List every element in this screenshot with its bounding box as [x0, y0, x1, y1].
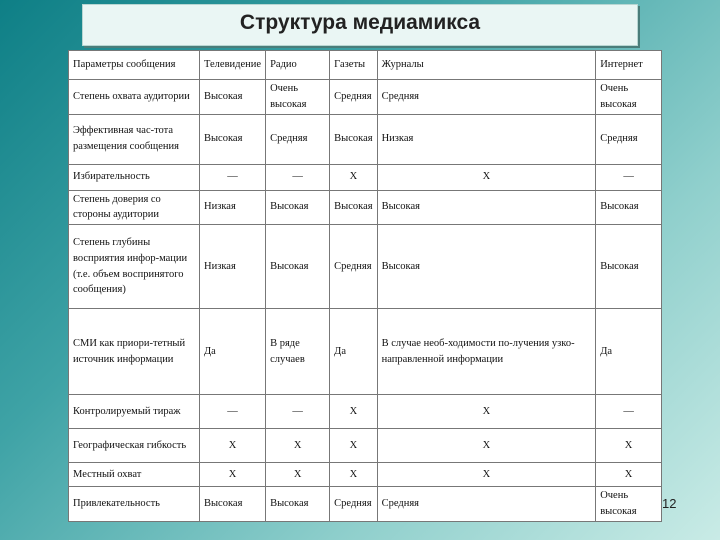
table-cell: X [330, 164, 377, 190]
table-cell: Да [200, 309, 266, 395]
table-row [69, 114, 662, 164]
row-param: Привлекательность [69, 487, 200, 522]
table-cell: Да [596, 309, 662, 395]
table-cell: Высокая [200, 80, 266, 115]
table-cell: Высокая [377, 225, 596, 309]
table-cell: Высокая [330, 190, 377, 225]
table-cell: X [330, 429, 377, 463]
table-cell: — [266, 164, 330, 190]
table-cell: X [266, 463, 330, 487]
slide-number: 12 [662, 496, 677, 511]
table-cell: Высокая [200, 487, 266, 522]
table-cell: Средняя [377, 487, 596, 522]
table-row [69, 463, 662, 487]
table-cell: Высокая [200, 114, 266, 164]
table-cell: X [200, 429, 266, 463]
column-header: Журналы [377, 51, 596, 80]
column-header: Интернет [596, 51, 662, 80]
table-cell: Очень высокая [596, 80, 662, 115]
table-cell: Очень высокая [596, 487, 662, 522]
row-param: Географическая гибкость [69, 429, 200, 463]
table-cell: Средняя [266, 114, 330, 164]
table-cell: Высокая [266, 190, 330, 225]
row-param: СМИ как приори-тетный источник информации [69, 309, 200, 395]
table-cell: Средняя [330, 487, 377, 522]
table-cell: — [200, 395, 266, 429]
table-cell: X [330, 395, 377, 429]
row-param: Степень глубины восприятия инфор-мации (т.е. объем воспринятого сообщения) [69, 225, 200, 309]
table-cell: — [596, 164, 662, 190]
row-param: Степень доверия со стороны аудитории [69, 190, 200, 225]
table-cell: X [330, 463, 377, 487]
column-header: Газеты [330, 51, 377, 80]
table-row [69, 395, 662, 429]
table-row [69, 190, 662, 225]
table-cell: Высокая [330, 114, 377, 164]
table-row [69, 309, 662, 395]
title-box [82, 4, 638, 46]
table-cell: В случае необ-ходимости по-лучения узко-направленной информации [377, 309, 596, 395]
table-cell: — [200, 164, 266, 190]
table-cell: Средняя [330, 80, 377, 115]
table-cell: Высокая [596, 190, 662, 225]
table-cell: X [200, 463, 266, 487]
table-row [69, 429, 662, 463]
table-cell: X [596, 463, 662, 487]
table-row [69, 80, 662, 115]
table-header-row [69, 51, 662, 80]
table-cell: Низкая [200, 190, 266, 225]
table-cell: X [377, 164, 596, 190]
table-cell: Да [330, 309, 377, 395]
table-cell: X [377, 463, 596, 487]
row-param: Эффективная час-тота размещения сообщения [69, 114, 200, 164]
table-cell: Высокая [596, 225, 662, 309]
table-row [69, 487, 662, 522]
table-cell: X [377, 429, 596, 463]
column-header: Радио [266, 51, 330, 80]
table-cell: Высокая [377, 190, 596, 225]
table-cell: X [596, 429, 662, 463]
row-param: Местный охват [69, 463, 200, 487]
table-cell: Низкая [200, 225, 266, 309]
table-cell: Средняя [596, 114, 662, 164]
table-cell: Низкая [377, 114, 596, 164]
table-cell: Очень высокая [266, 80, 330, 115]
table-cell: — [266, 395, 330, 429]
table-cell: Средняя [377, 80, 596, 115]
media-mix-table [68, 50, 662, 522]
table-cell: X [377, 395, 596, 429]
column-header: Параметры сообщения [69, 51, 200, 80]
table-row [69, 164, 662, 190]
table-row [69, 225, 662, 309]
row-param: Избирательность [69, 164, 200, 190]
table-cell: Высокая [266, 225, 330, 309]
slide-title: Структура медиамикса [239, 11, 481, 34]
table-cell: — [596, 395, 662, 429]
table-cell: Высокая [266, 487, 330, 522]
table-cell: В ряде случаев [266, 309, 330, 395]
table-cell: Средняя [330, 225, 377, 309]
row-param: Степень охвата аудитории [69, 80, 200, 115]
column-header: Телевидение [200, 51, 266, 80]
row-param: Контролируемый тираж [69, 395, 200, 429]
table-cell: X [266, 429, 330, 463]
